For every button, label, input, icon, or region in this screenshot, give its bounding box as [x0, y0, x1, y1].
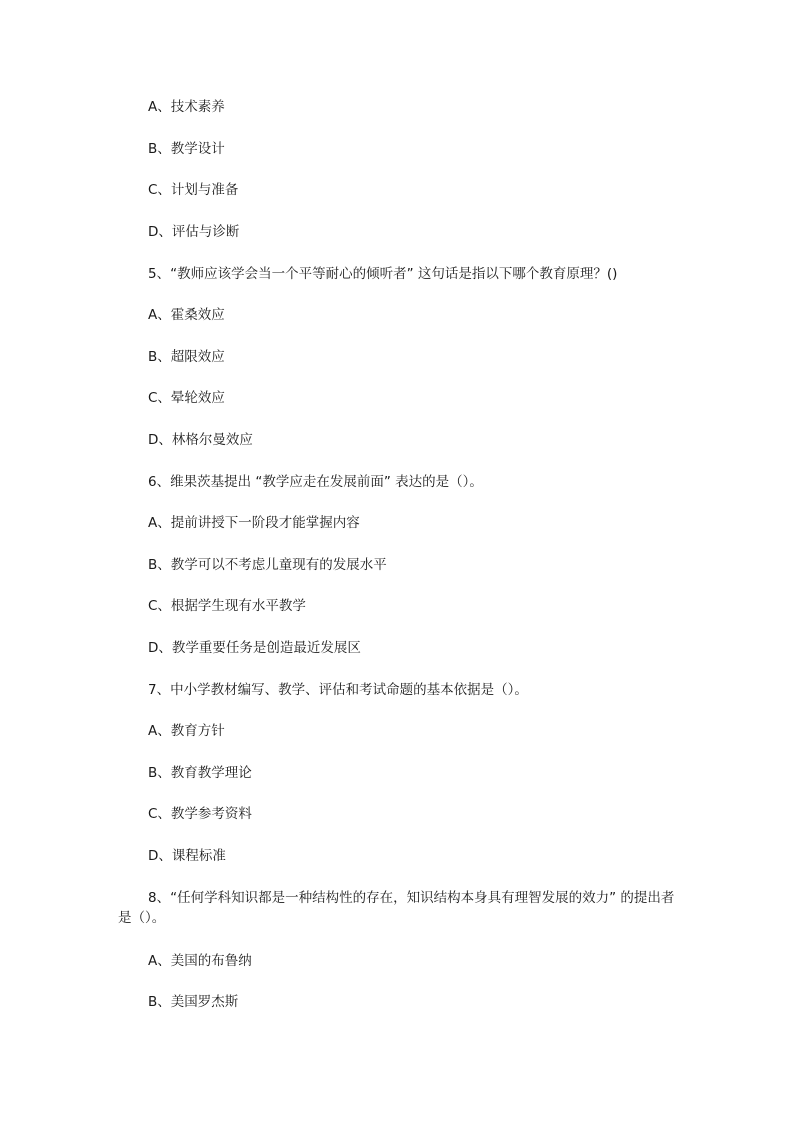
option-a-q6: A、提前讲授下一阶段才能掌握内容	[148, 515, 360, 531]
option-d-q4: D、评估与诊断	[148, 224, 240, 240]
option-d-q7: D、课程标准	[148, 848, 226, 864]
option-c-q7: C、教学参考资料	[148, 806, 252, 822]
option-d-q5: D、林格尔曼效应	[148, 432, 253, 448]
option-b-q7: B、教育教学理论	[148, 765, 252, 781]
option-c-q4: C、计划与准备	[148, 182, 239, 198]
option-a-q7: A、教育方针	[148, 723, 225, 739]
question-7: 7、中小学教材编写、教学、评估和考试命题的基本依据是（）。	[148, 682, 528, 698]
option-b-q5: B、超限效应	[148, 349, 225, 365]
option-c-q6: C、根据学生现有水平教学	[148, 598, 306, 614]
option-b-q8: B、美国罗杰斯	[148, 994, 239, 1010]
option-a-q8: A、美国的布鲁纳	[148, 953, 252, 969]
option-b-q4: B、教学设计	[148, 141, 225, 157]
option-a-q4: A、技术素养	[148, 99, 225, 115]
question-8: 8、“任何学科知识都是一种结构性的存在，知识结构本身具有理智发展的效力” 的提出者是（）。	[118, 890, 675, 926]
question-5: 5、“教师应该学会当一个平等耐心的倾听者” 这句话是指以下哪个教育原理？()	[148, 266, 618, 282]
option-a-q5: A、霍桑效应	[148, 307, 225, 323]
question-6: 6、维果茨基提出 “教学应走在发展前面” 表达的是（）。	[148, 474, 483, 490]
option-c-q5: C、晕轮效应	[148, 390, 225, 406]
option-d-q6: D、教学重要任务是创造最近发展区	[148, 640, 361, 656]
option-b-q6: B、教学可以不考虑儿童现有的发展水平	[148, 557, 387, 573]
